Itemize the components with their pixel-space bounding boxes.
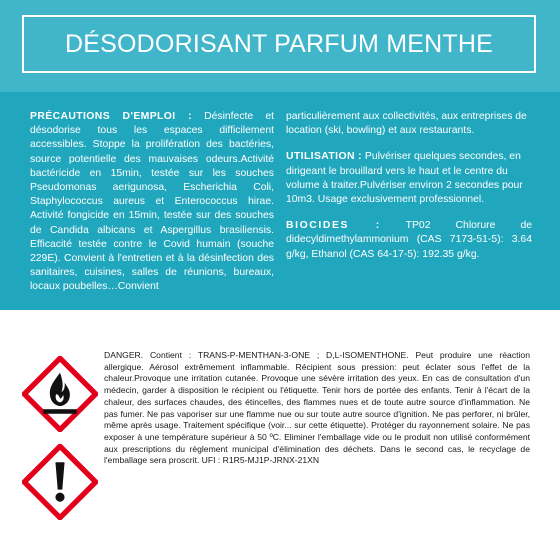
flame-pictogram-icon <box>22 356 98 432</box>
info-panel <box>0 92 560 310</box>
utilisation-paragraph <box>286 150 532 207</box>
biocides-paragraph <box>286 219 532 262</box>
continuation-paragraph: particulièrement aux collectivités, aux entreprises de location (ski, bowling) et aux restaurants. <box>286 111 527 137</box>
precautions-text: Désinfecte et désodorise tous les espaces difficilement accessibles. Stoppe la prolifération des bactéries, source potentielle des mauvaises odeurs.Activité bactéricide en 15min, testée sur les souches Pseudomonas aerigunosa, Escherichia Coli, Staphylococcus aureus et Enterococcus hirae. Activité fongicide en 15min, testée sur des souches de Candida albicans et Aspergillus brasiliensis. Efficacité testée contre le Covid humain (souche 229E). Convient à l'entretien et à la désinfection des sanitaires, cuisines, salles de réunions, bureaux, locaux poubelles…Convient <box>30 111 274 293</box>
biocides-text: TP02 Chlorure de didecyldimethylammonium (CAS 7173-51-5): 3.64 g/kg, Ethanol (CAS 64-17-5): 192.35 g/kg. <box>286 220 533 260</box>
exclamation-pictogram-icon <box>22 444 98 520</box>
hazard-section <box>0 310 560 560</box>
info-column-left <box>30 110 274 307</box>
precautions-label: PRÉCAUTIONS D'EMPLOI : <box>30 111 192 122</box>
biocides-label: BIOCIDES : <box>286 220 381 232</box>
precautions-paragraph <box>30 110 274 295</box>
header-band <box>0 0 560 92</box>
hazard-pictograms <box>22 356 98 532</box>
page-title: DÉSODORISANT PARFUM MENTHE <box>65 29 493 58</box>
hazard-warning-text: DANGER. Contient : TRANS-P-MENTHAN-3-ONE ; D,L-ISOMENTHONE. Peut produire une réaction allergique. Aérosol extrêmement inflammable. Récipient sous pression: peut éclater sous l'effet de la chaleur.Provoque une irritation cutanée. Provoque une sévère irritation des yeux. En cas de consultation d'un médecin, garder à disposition le récipient ou l'étiquette. Tenir hors de portée des enfants. Tenir à l'écart de la chaleur, des surfaces chaudes, des étincelles, des flammes nues et de toute autre source d'inflammation. Ne pas fumer. Ne pas vaporiser sur une flamme nue ou sur toute autre source d'ignition. Ne pas perforer, ni brûler, même après usage. Traitement spécifique (voir... sur cette étiquette). Protéger du rayonnement solaire. Ne pas exposer à une température supérieur à 50 ºC. Eliminer l'emballage vide ou le produit non utilisé conformément aux prescriptions du règlement municipal d'élimination des déchets. Dans le second cas, le recyclage de l'emballage sera proscrit. UFI : R1R5-MJ1P-JRNX-21XN <box>104 350 530 466</box>
utilisation-text: Pulvériser quelques secondes, en dirigeant le brouillard vers le haut et le centre du volume à traiter.Pulvériser environ 2 secondes pour 10m3. Usage exclusivement professionnel. <box>286 151 523 206</box>
info-column-right <box>286 110 532 274</box>
title-frame <box>22 15 536 73</box>
utilisation-label: UTILISATION : <box>286 151 363 163</box>
